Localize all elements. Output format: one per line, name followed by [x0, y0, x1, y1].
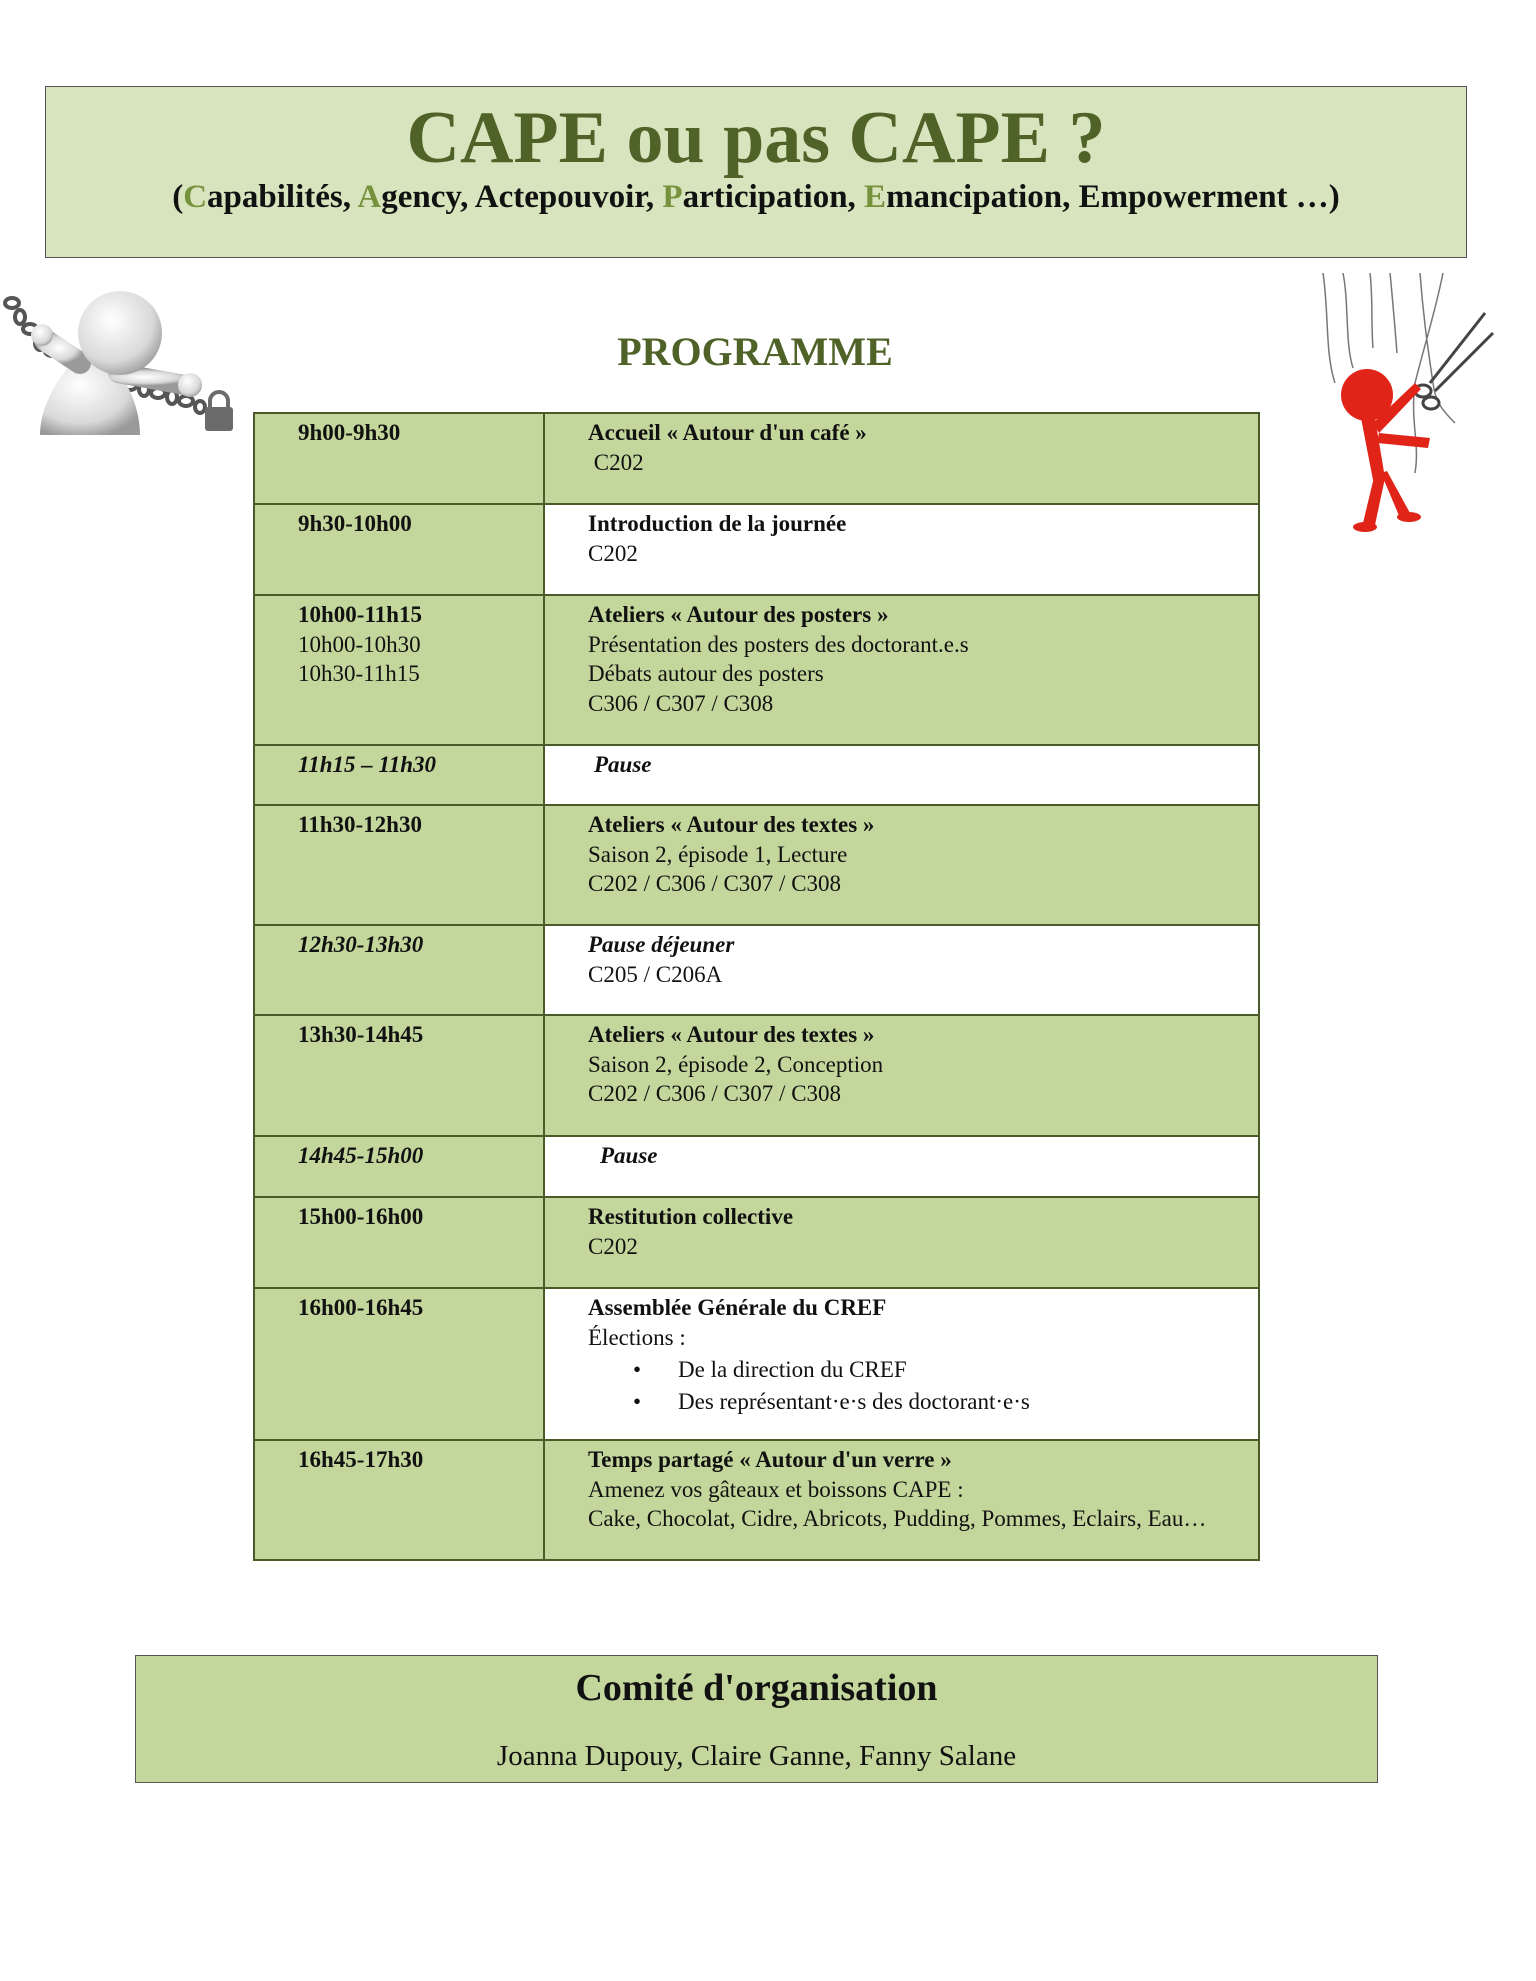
session-title: Ateliers « Autour des textes »: [588, 1022, 875, 1047]
header-banner: [45, 86, 1467, 258]
schedule-row: [254, 413, 1259, 504]
schedule-row: [254, 1015, 1259, 1136]
time-slot: 11h30-12h30: [298, 812, 422, 837]
time-cell: [254, 805, 544, 925]
session-detail: Cake, Chocolat, Cidre, Abricots, Pudding, Pommes, Eclairs, Eau…: [588, 1506, 1207, 1531]
session-title: Ateliers « Autour des textes »: [588, 812, 875, 837]
session-detail: Élections :: [588, 1324, 686, 1350]
schedule-row: [254, 1288, 1259, 1440]
description-cell: [544, 595, 1259, 745]
subtitle-text: apabilités,: [207, 179, 358, 215]
time-slot: 12h30-13h30: [298, 932, 424, 957]
subtitle-accent-letter: E: [864, 179, 887, 215]
red-figure-cutting-strings-icon: [1315, 273, 1495, 538]
time-cell: [254, 1015, 544, 1136]
session-detail: C205 / C206A: [588, 961, 723, 987]
time-cell: [254, 413, 544, 504]
schedule-row: [254, 805, 1259, 925]
schedule-row: [254, 595, 1259, 745]
time-slot: 15h00-16h00: [298, 1204, 424, 1229]
committee-names: Joanna Dupouy, Claire Ganne, Fanny Salane: [496, 1740, 1017, 1772]
time-cell: [254, 1197, 544, 1288]
time-cell: [254, 925, 544, 1015]
time-cell: [254, 1288, 544, 1440]
time-slot: 10h00-11h15: [298, 602, 422, 627]
time-slot: 16h00-16h45: [298, 1295, 424, 1320]
session-title: Temps partagé « Autour d'un verre »: [588, 1447, 952, 1472]
time-subslot: 10h30-11h15: [298, 661, 420, 686]
subtitle-accent-letter: P: [662, 179, 683, 215]
subtitle-accent-letter: A: [357, 179, 382, 215]
description-cell: [544, 805, 1259, 925]
session-title: Pause: [594, 752, 652, 777]
schedule-table: [253, 412, 1260, 1561]
bullet-list: [588, 1354, 1258, 1418]
description-cell: [544, 1197, 1259, 1288]
description-cell: [544, 745, 1259, 805]
schedule-row: [254, 745, 1259, 805]
schedule-row: [254, 925, 1259, 1015]
bullet-item: • Des représentant·e·s des doctorant·e·s: [678, 1386, 1258, 1418]
time-slot: 13h30-14h45: [298, 1022, 424, 1047]
session-detail: C202 / C306 / C307 / C308: [588, 871, 842, 896]
description-cell: [544, 1288, 1259, 1440]
session-detail: Débats autour des posters: [588, 661, 824, 686]
subtitle-text: articipation,: [682, 179, 865, 215]
description-cell: [544, 1136, 1259, 1197]
description-cell: [544, 413, 1259, 504]
time-subslot: 10h00-10h30: [298, 631, 421, 657]
session-title: Pause déjeuner: [588, 932, 735, 957]
session-title: Introduction de la journée: [588, 511, 847, 536]
subtitle-accent-letter: C: [183, 179, 208, 215]
schedule-row: [254, 1197, 1259, 1288]
programme-heading: PROGRAMME: [617, 329, 893, 374]
session-detail: Amenez vos gâteaux et boissons CAPE :: [588, 1476, 964, 1502]
time-cell: [254, 1440, 544, 1560]
session-detail: Présentation des posters des doctorant.e.s: [588, 631, 969, 657]
session-title: Assemblée Générale du CREF: [588, 1295, 887, 1320]
session-title: Accueil « Autour d'un café »: [588, 420, 867, 445]
description-cell: [544, 1015, 1259, 1136]
page-title: CAPE ou pas CAPE ?: [406, 97, 1106, 179]
session-detail: C202: [588, 449, 644, 475]
session-detail: C202: [588, 1233, 638, 1259]
session-detail: Saison 2, épisode 1, Lecture: [588, 841, 848, 867]
session-detail: C202 / C306 / C307 / C308: [588, 1081, 842, 1106]
session-detail: Saison 2, épisode 2, Conception: [588, 1051, 884, 1077]
session-detail: C202: [588, 540, 638, 566]
session-title: Pause: [600, 1143, 658, 1168]
committee-box: [135, 1655, 1378, 1783]
description-cell: [544, 504, 1259, 595]
session-detail: C306 / C307 / C308: [588, 690, 774, 716]
committee-title: Comité d'organisation: [575, 1667, 938, 1709]
time-cell: [254, 1136, 544, 1197]
time-cell: [254, 595, 544, 745]
session-title: Restitution collective: [588, 1204, 794, 1229]
time-slot: 11h15 – 11h30: [298, 752, 437, 777]
time-slot: 9h30-10h00: [298, 511, 412, 536]
time-slot: 14h45-15h00: [298, 1143, 424, 1168]
session-title: Ateliers « Autour des posters »: [588, 602, 889, 627]
description-cell: [544, 925, 1259, 1015]
time-cell: [254, 504, 544, 595]
time-slot: 9h00-9h30: [298, 420, 401, 445]
schedule-row: [254, 1440, 1259, 1560]
schedule-row: [254, 1136, 1259, 1197]
subtitle-text: mancipation, Empowerment …): [886, 179, 1340, 215]
subtitle-text: (: [172, 179, 184, 215]
schedule-row: [254, 504, 1259, 595]
bullet-item: • De la direction du CREF: [678, 1354, 1258, 1386]
time-cell: [254, 745, 544, 805]
description-cell: [544, 1440, 1259, 1560]
subtitle-text: gency, Actepouvoir,: [381, 179, 663, 215]
time-slot: 16h45-17h30: [298, 1447, 424, 1472]
page-subtitle: [46, 179, 1466, 216]
